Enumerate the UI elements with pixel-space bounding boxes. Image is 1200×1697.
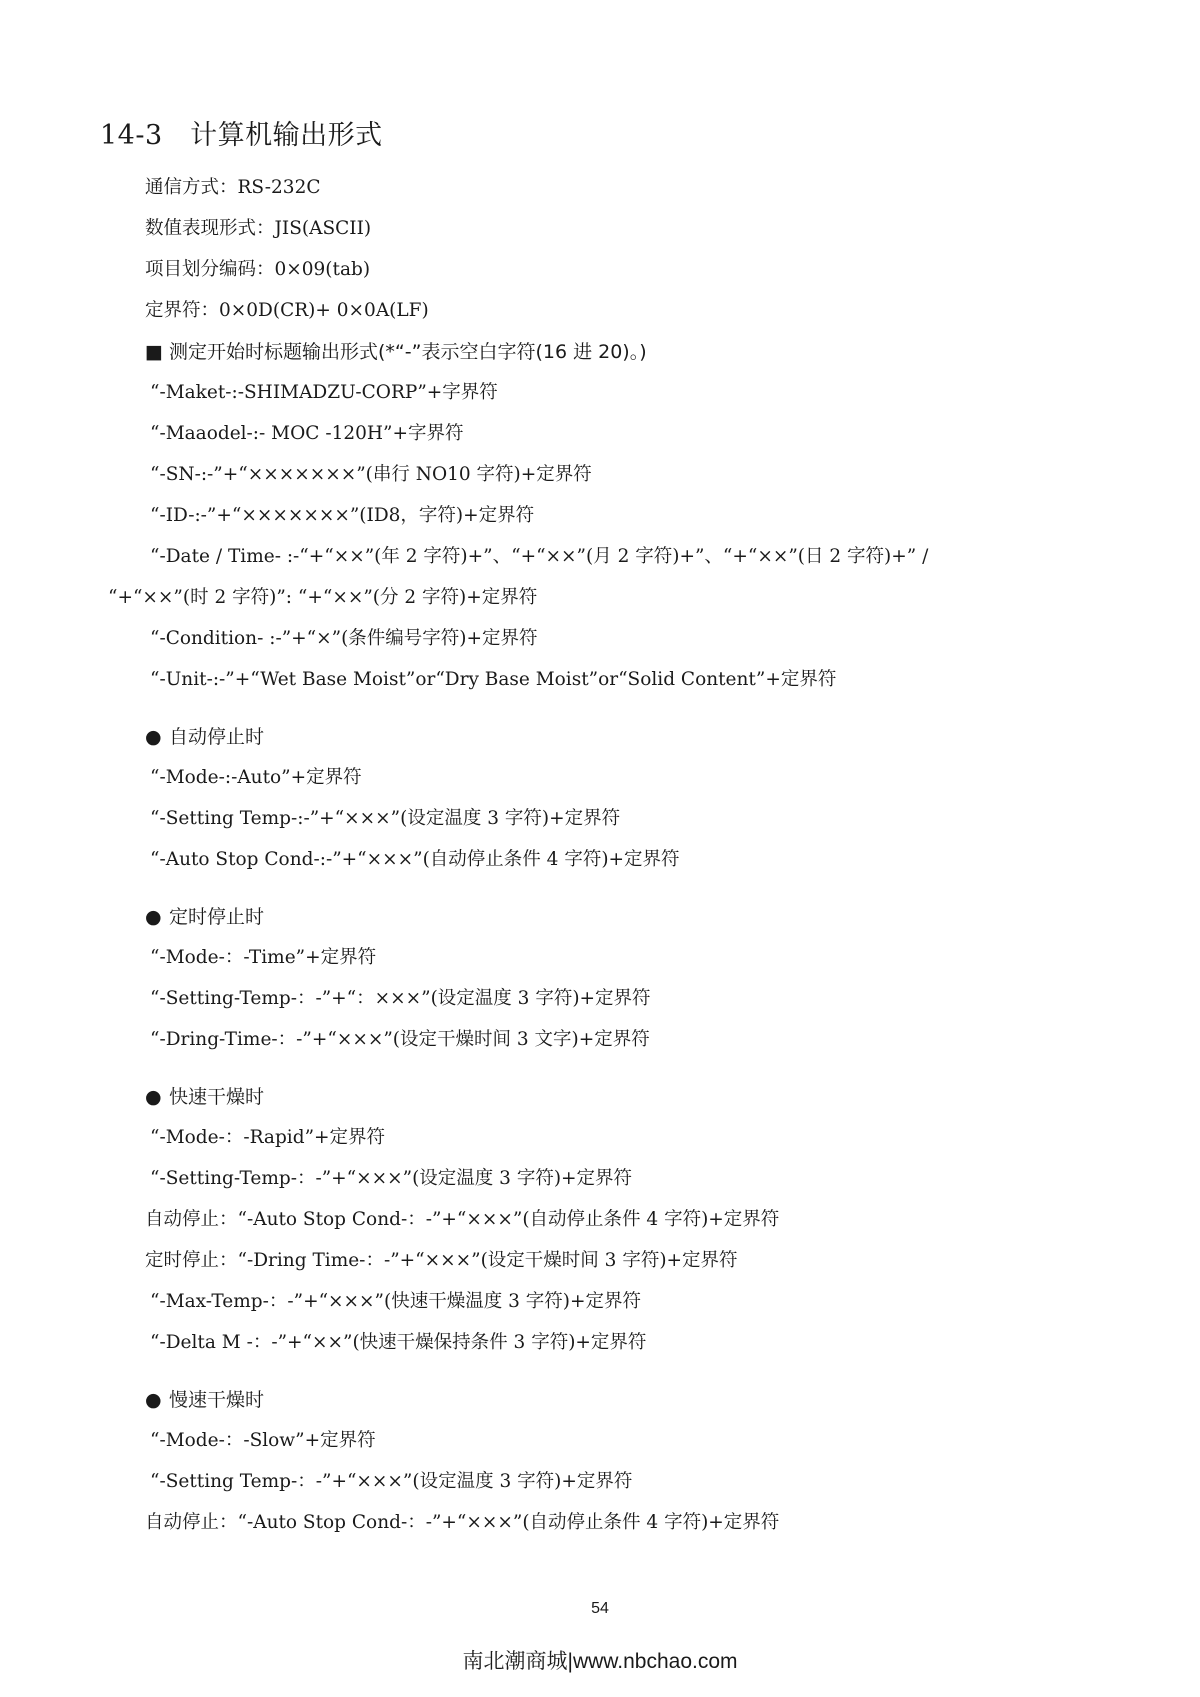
timed-stop-line-time: “-Dring-Time-：-”+“×××”(设定干燥时间 3 文字)+定界符 xyxy=(150,1029,650,1050)
rapid-dry-heading-text: 快速干燥时 xyxy=(169,1086,265,1108)
slow-dry-line-temp: “-Setting Temp-：-”+“×××”(设定温度 3 字符)+定界符 xyxy=(150,1471,633,1492)
circle-bullet-icon: ● xyxy=(145,1389,162,1411)
comm-numeric-format: 数值表现形式：JIS(ASCII) xyxy=(145,218,372,239)
rapid-dry-line-auto-stop: 自动停止：“-Auto Stop Cond-：-”+“×××”(自动停止条件 4 字符)+定界符 xyxy=(145,1209,780,1230)
square-bullet-icon: ■ xyxy=(145,341,163,363)
header-line-unit: “-Unit-:-”+“Wet Base Moist”or“Dry Base Moist”or“Solid Content”+定界符 xyxy=(150,669,837,690)
header-line-condition: “-Condition- :-”+“×”(条件编号字符)+定界符 xyxy=(150,628,538,649)
comm-delimiter: 定界符：0×0D(CR)+ 0×0A(LF) xyxy=(145,300,429,321)
auto-stop-line-temp: “-Setting Temp-:-”+“×××”(设定温度 3 字符)+定界符 xyxy=(150,808,621,829)
timed-stop-heading xyxy=(145,905,264,929)
rapid-dry-line-mode: “-Mode-：-Rapid”+定界符 xyxy=(150,1127,386,1148)
header-line-serial: “-SN-:-”+“×××××××”(串行 NO10 字符)+定界符 xyxy=(150,464,592,485)
header-output-heading xyxy=(145,340,647,364)
circle-bullet-icon: ● xyxy=(145,1086,162,1108)
comm-separator-code: 项目划分编码：0×09(tab) xyxy=(145,259,371,280)
footer-site-link[interactable]: 南北潮商城|www.nbchao.com xyxy=(462,1650,738,1673)
slow-dry-heading xyxy=(145,1388,264,1412)
auto-stop-heading-text: 自动停止时 xyxy=(169,726,265,748)
timed-stop-heading-text: 定时停止时 xyxy=(169,906,265,928)
header-line-id: “-ID-:-”+“×××××××”(ID8，字符)+定界符 xyxy=(150,505,535,526)
auto-stop-line-cond: “-Auto Stop Cond-:-”+“×××”(自动停止条件 4 字符)+定界符 xyxy=(150,849,680,870)
header-line-model: “-Maaodel-:- MOC -120H”+字界符 xyxy=(150,423,464,444)
comm-method: 通信方式：RS-232C xyxy=(145,177,321,198)
page-number: 54 xyxy=(591,1600,609,1617)
header-output-heading-text: 测定开始时标题输出形式(*“-”表示空白字符(16 进 20)。) xyxy=(169,341,647,363)
circle-bullet-icon: ● xyxy=(145,726,162,748)
rapid-dry-line-delta-m: “-Delta M -：-”+“××”(快速干燥保持条件 3 字符)+定界符 xyxy=(150,1332,647,1353)
header-line-maker: “-Maket-:-SHIMADZU-CORP”+字界符 xyxy=(150,382,498,403)
rapid-dry-line-max-temp: “-Max-Temp-：-”+“×××”(快速干燥温度 3 字符)+定界符 xyxy=(150,1291,641,1312)
timed-stop-line-temp: “-Setting-Temp-：-”+“：×××”(设定温度 3 字符)+定界符 xyxy=(150,988,651,1009)
rapid-dry-heading xyxy=(145,1085,264,1109)
rapid-dry-line-timed-stop: 定时停止：“-Dring Time-：-”+“×××”(设定干燥时间 3 字符)+定界符 xyxy=(145,1250,738,1271)
timed-stop-line-mode: “-Mode-：-Time”+定界符 xyxy=(150,947,377,968)
header-line-time: “+“××”(时 2 字符)”: “+“××”(分 2 字符)+定界符 xyxy=(108,587,538,608)
section-title: 14-3 计算机输出形式 xyxy=(100,120,383,151)
auto-stop-heading xyxy=(145,725,264,749)
auto-stop-line-mode: “-Mode-:-Auto”+定界符 xyxy=(150,767,362,788)
header-line-date: “-Date / Time- :-“+“××”(年 2 字符)+”、“+“××”(月 2 字符)+”、“+“××”(日 2 字符)+” / xyxy=(150,546,929,567)
rapid-dry-line-temp: “-Setting-Temp-：-”+“×××”(设定温度 3 字符)+定界符 xyxy=(150,1168,633,1189)
slow-dry-line-mode: “-Mode-：-Slow”+定界符 xyxy=(150,1430,376,1451)
circle-bullet-icon: ● xyxy=(145,906,162,928)
slow-dry-line-auto-stop: 自动停止：“-Auto Stop Cond-：-”+“×××”(自动停止条件 4 字符)+定界符 xyxy=(145,1512,780,1533)
slow-dry-heading-text: 慢速干燥时 xyxy=(169,1389,265,1411)
